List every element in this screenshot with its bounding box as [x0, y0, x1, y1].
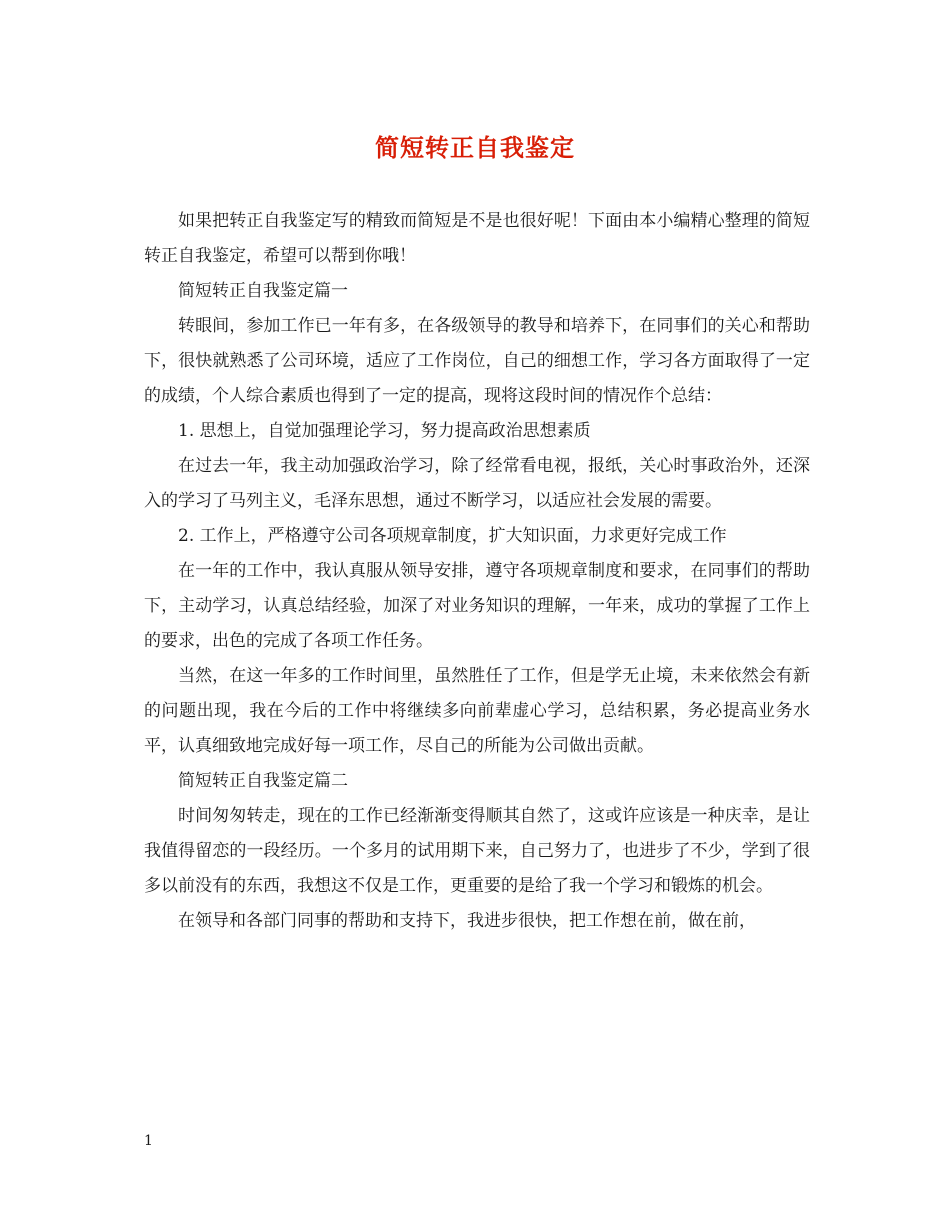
page-number: 1	[144, 1133, 153, 1149]
paragraph: 当然，在这一年多的工作时间里，虽然胜任了工作，但是学无止境，未来依然会有新的问题出现，我在今后的工作中将继续多向前辈虚心学习，总结积累，务必提高业务水平，认真细致地完成好每一项工作，尽自己的所能为公司做出贡献。	[144, 666, 810, 756]
numbered-point-1: 1. 思想上，自觉加强理论学习，努力提高政治思想素质	[178, 421, 591, 441]
document-body	[144, 204, 810, 939]
paragraph-intro: 如果把转正自我鉴定写的精致而简短是不是也很好呢！下面由本小编精心整理的简短转正自我鉴定，希望可以帮到你哦！	[144, 211, 810, 266]
document-title: 简短转正自我鉴定	[375, 133, 575, 162]
paragraph: 在过去一年，我主动加强政治学习，除了经常看电视，报纸，关心时事政治外，还深入的学习了马列主义，毛泽东思想，通过不断学习，以适应社会发展的需要。	[144, 456, 810, 511]
section-heading-part-one: 简短转正自我鉴定篇一	[178, 281, 348, 301]
paragraph: 在一年的工作中，我认真服从领导安排，遵守各项规章制度和要求，在同事们的帮助下，主动学习，认真总结经验，加深了对业务知识的理解，一年来，成功的掌握了工作上的要求，出色的完成了各项工作任务。	[144, 561, 810, 651]
paragraph: 在领导和各部门同事的帮助和支持下，我进步很快，把工作想在前，做在前，	[178, 911, 756, 931]
section-heading-part-two: 简短转正自我鉴定篇二	[178, 771, 348, 791]
paragraph: 时间匆匆转走，现在的工作已经渐渐变得顺其自然了，这或许应该是一种庆幸，是让我值得留恋的一段经历。一个多月的试用期下来，自己努力了，也进步了不少，学到了很多以前没有的东西，我想这不仅是工作，更重要的是给了我一个学习和锻炼的机会。	[144, 806, 810, 896]
paragraph: 转眼间，参加工作已一年有多，在各级领导的教导和培养下，在同事们的关心和帮助下，很快就熟悉了公司环境，适应了工作岗位，自己的细想工作，学习各方面取得了一定的成绩，个人综合素质也得到了一定的提高，现将这段时间的情况作个总结：	[144, 316, 810, 406]
numbered-point-2: 2. 工作上，严格遵守公司各项规章制度，扩大知识面，力求更好完成工作	[178, 526, 727, 546]
